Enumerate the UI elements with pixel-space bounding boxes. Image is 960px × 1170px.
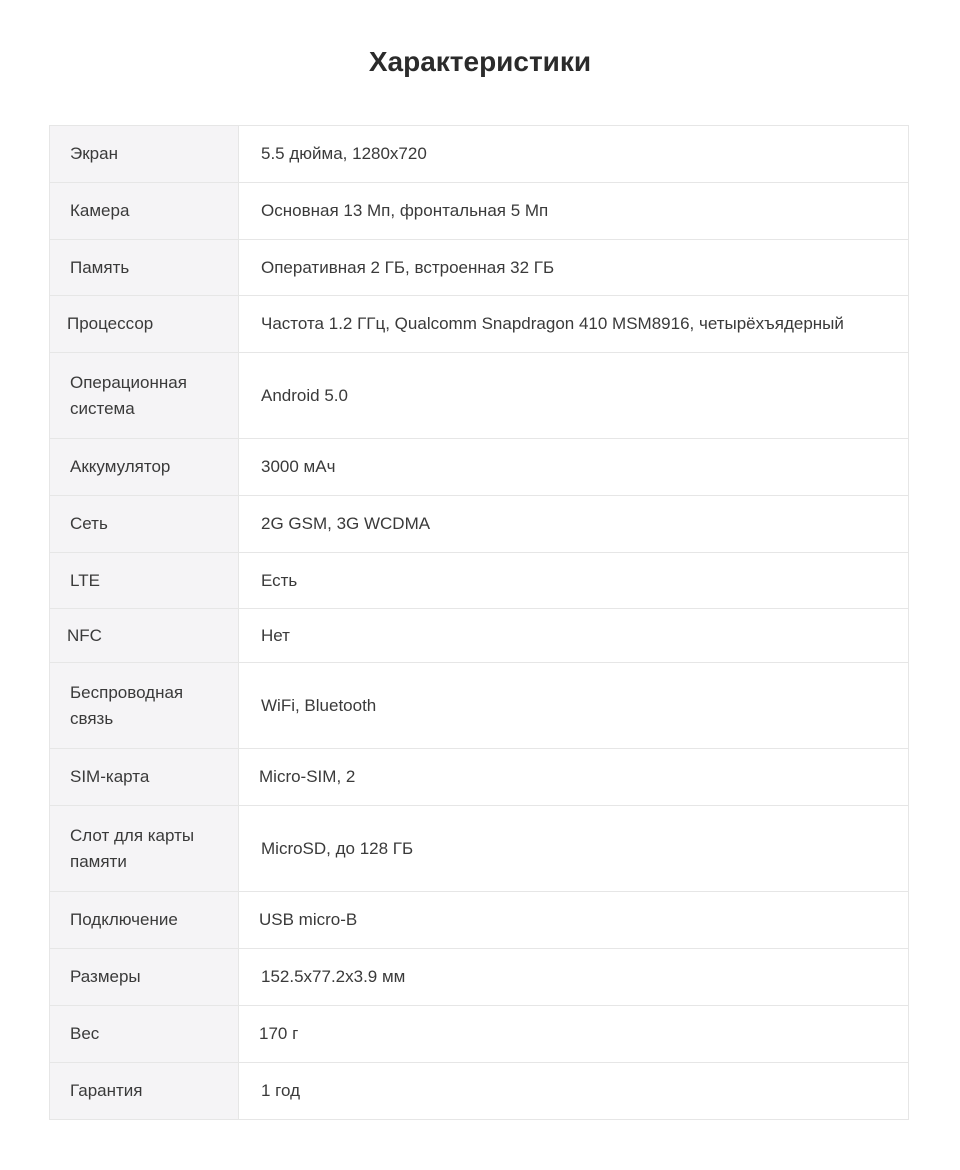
specifications-table — [49, 125, 909, 1120]
spec-value: 170 г — [239, 1006, 909, 1063]
table-row — [50, 749, 909, 806]
spec-value: 152.5x77.2x3.9 мм — [239, 949, 909, 1006]
spec-value: Оперативная 2 ГБ, встроенная 32 ГБ — [239, 240, 909, 296]
table-row — [50, 553, 909, 609]
spec-value: Частота 1.2 ГГц, Qualcomm Snapdragon 410 MSM8916, четырёхъядерный — [239, 296, 909, 353]
spec-value: MicroSD, до 128 ГБ — [239, 806, 909, 892]
spec-value: 1 год — [239, 1063, 909, 1120]
spec-label: Экран — [50, 126, 239, 183]
table-row — [50, 496, 909, 553]
table-row — [50, 892, 909, 949]
spec-value: WiFi, Bluetooth — [239, 663, 909, 749]
spec-value: 3000 мАч — [239, 439, 909, 496]
spec-label: Процессор — [50, 296, 239, 353]
spec-value: Основная 13 Мп, фронтальная 5 Мп — [239, 183, 909, 240]
spec-value: Micro-SIM, 2 — [239, 749, 909, 806]
table-row — [50, 663, 909, 749]
spec-label: LTE — [50, 553, 239, 609]
table-row — [50, 296, 909, 353]
spec-label: Сеть — [50, 496, 239, 553]
spec-label: Беспроводная связь — [50, 663, 239, 749]
table-row — [50, 949, 909, 1006]
table-row — [50, 353, 909, 439]
table-row — [50, 1006, 909, 1063]
spec-label: Подключение — [50, 892, 239, 949]
table-row — [50, 1063, 909, 1120]
table-row — [50, 609, 909, 663]
spec-label: Слот для карты памяти — [50, 806, 239, 892]
page-title: Характеристики — [368, 46, 592, 77]
spec-label: NFC — [50, 609, 239, 663]
spec-label: Аккумулятор — [50, 439, 239, 496]
spec-label: Размеры — [50, 949, 239, 1006]
table-row — [50, 439, 909, 496]
table-row — [50, 183, 909, 240]
spec-value: USB micro-B — [239, 892, 909, 949]
spec-label: Гарантия — [50, 1063, 239, 1120]
spec-label: SIM-карта — [50, 749, 239, 806]
spec-label: Память — [50, 240, 239, 296]
table-row — [50, 240, 909, 296]
spec-label: Вес — [50, 1006, 239, 1063]
spec-value: 2G GSM, 3G WCDMA — [239, 496, 909, 553]
spec-value: Android 5.0 — [239, 353, 909, 439]
spec-value: Нет — [239, 609, 909, 663]
table-row — [50, 126, 909, 183]
spec-value: 5.5 дюйма, 1280x720 — [239, 126, 909, 183]
spec-value: Есть — [239, 553, 909, 609]
spec-label: Операционная система — [50, 353, 239, 439]
spec-label: Камера — [50, 183, 239, 240]
table-row — [50, 806, 909, 892]
